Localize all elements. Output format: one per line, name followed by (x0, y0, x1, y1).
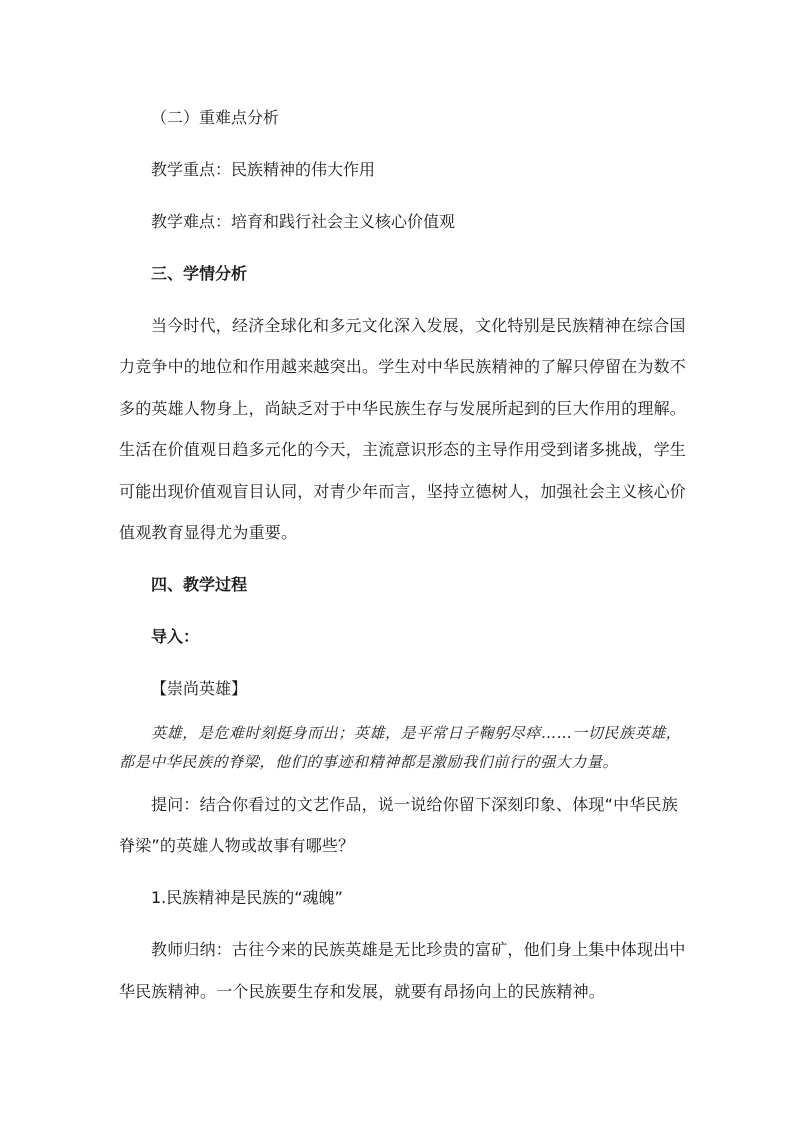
bracket-title: 【崇尚英雄】 (151, 679, 248, 698)
heading-teaching-process: 四、教学过程 (151, 575, 248, 594)
heading-student-analysis: 三、学情分析 (151, 264, 248, 283)
analysis-line: 当今时代，经济全球化和多元文化深入发展，文化特别是民族精神在综合国 (151, 316, 686, 335)
intro-label: 导入： (151, 627, 200, 646)
analysis-line: 可能出现价值观盲目认同，对青少年而言，坚持立德树人，加强社会主义核心价 (119, 482, 687, 501)
teacher-summary-line: 华民族精神。一个民族要生存和发展，就要有昂扬向上的民族精神。 (119, 982, 606, 1001)
teacher-summary-line: 教师归纳：古往今来的民族英雄是无比珍贵的富矿，他们身上集中体现出中 (151, 940, 686, 959)
question-line: 提问：结合你看过的文艺作品，说一说给你留下深刻印象、体现“中华民族 (151, 795, 678, 814)
hero-quote-line: 都是中华民族的脊梁，他们的事迹和精神都是激励我们前行的强大力量。 (119, 753, 619, 771)
key-teaching-point: 教学重点：民族精神的伟大作用 (151, 160, 376, 179)
subheading-key-difficult-points: （二）重难点分析 (151, 108, 280, 127)
analysis-line: 多的英雄人物身上，尚缺乏对于中华民族生存与发展所起到的巨大作用的理解。 (119, 399, 687, 418)
question-line: 脊梁”的英雄人物或故事有哪些？ (119, 836, 355, 855)
point-1-heading: 1.民族精神是民族的“魂魄” (151, 888, 343, 907)
analysis-line: 力竞争中的地位和作用越来越突出。学生对中华民族精神的了解只停留在为数不 (119, 357, 687, 376)
analysis-line: 值观教育显得尤为重要。 (119, 523, 298, 542)
hero-quote-line: 英雄，是危难时刻挺身而出；英雄，是平常日子鞠躬尽瘁……一切民族英雄， (151, 724, 682, 742)
analysis-line: 生活在价值观日趋多元化的今天，主流意识形态的主导作用受到诸多挑战，学生 (119, 440, 687, 459)
difficult-teaching-point: 教学难点：培育和践行社会主义核心价值观 (151, 212, 456, 231)
